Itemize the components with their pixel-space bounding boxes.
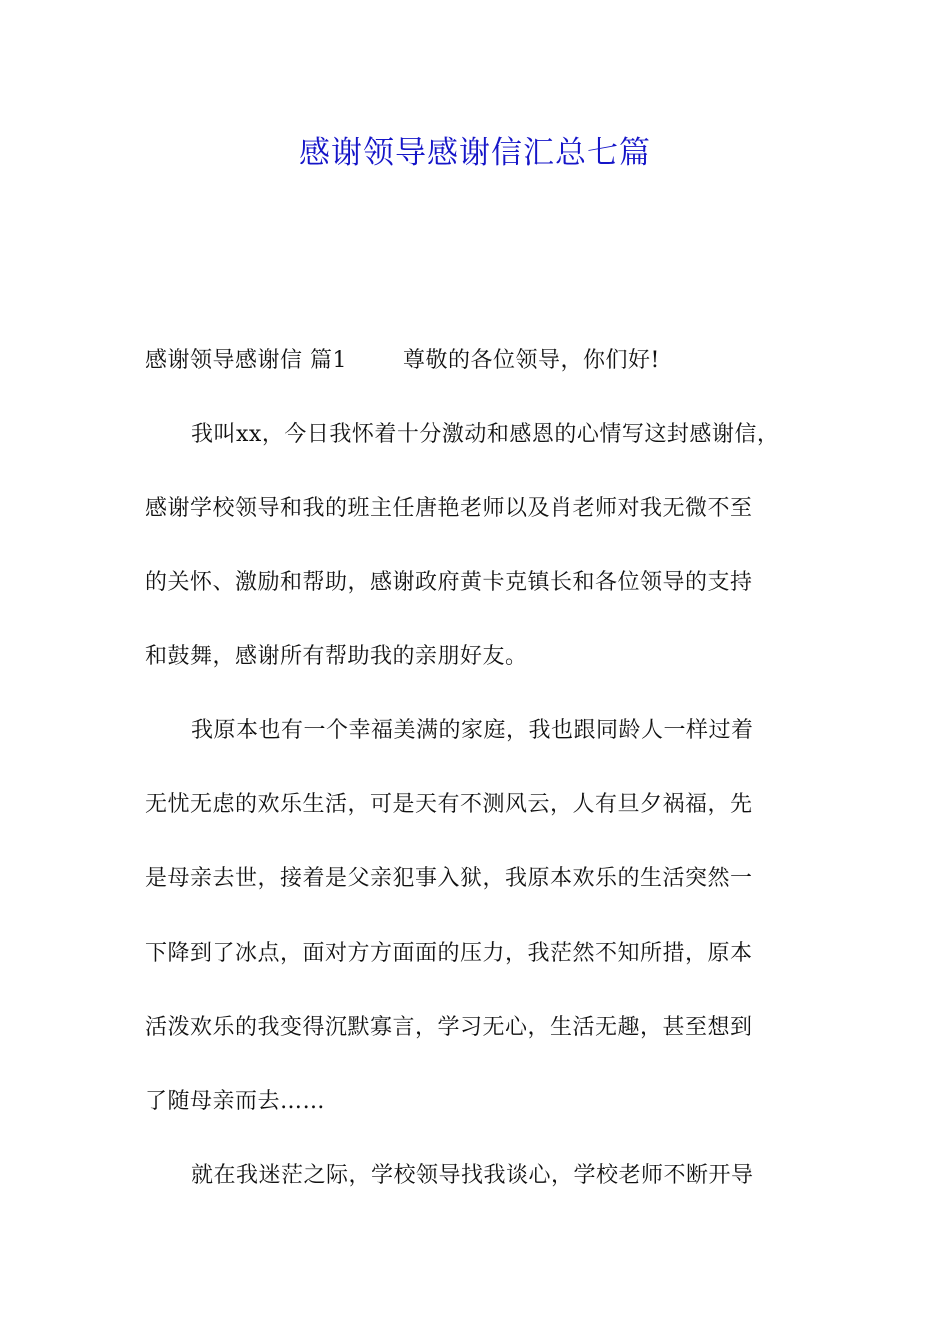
salutation: 尊敬的各位领导，你们好! [403,348,660,373]
paragraph-line: 下降到了冰点，面对方方面面的压力，我茫然不知所措，原本 [145,941,753,966]
paragraph-line: 我叫xx，今日我怀着十分激动和感恩的心情写这封感谢信， [191,422,780,447]
section-label: 感谢领导感谢信 篇1 [145,348,347,373]
paragraph-line: 我原本也有一个幸福美满的家庭，我也跟同龄人一样过着 [191,718,754,743]
paragraph-line: 感谢学校领导和我的班主任唐艳老师以及肖老师对我无微不至 [145,496,753,521]
heading-line [145,346,835,376]
paragraph-line: 和鼓舞，感谢所有帮助我的亲朋好友。 [145,644,528,669]
paragraph-line: 无忧无虑的欢乐生活，可是天有不测风云，人有旦夕祸福，先 [145,792,753,817]
document-title: 感谢领导感谢信汇总七篇 [299,135,651,171]
paragraph-line: 是母亲去世，接着是父亲犯事入狱，我原本欢乐的生活突然一 [145,866,753,891]
paragraph-line: 的关怀、激励和帮助，感谢政府黄卡克镇长和各位领导的支持 [145,570,753,595]
paragraph-line: 了随母亲而去…… [145,1089,326,1114]
paragraph-line: 就在我迷茫之际，学校领导找我谈心，学校老师不断开导 [191,1163,754,1188]
paragraph-line: 活泼欢乐的我变得沉默寡言，学习无心，生活无趣，甚至想到 [145,1015,753,1040]
